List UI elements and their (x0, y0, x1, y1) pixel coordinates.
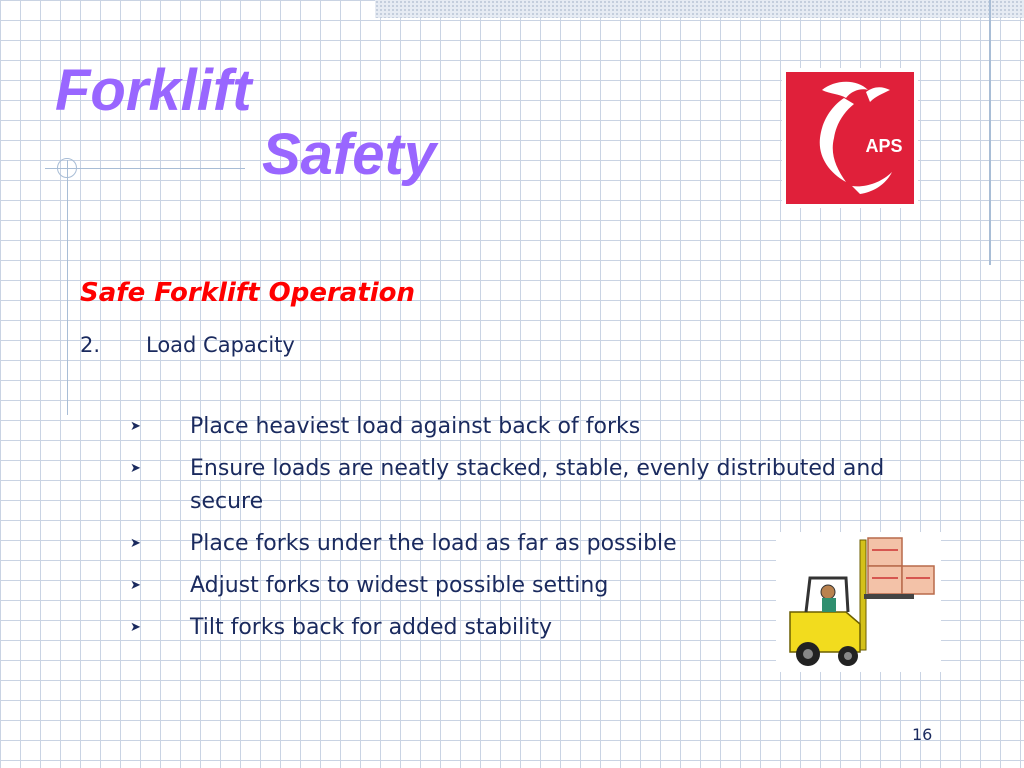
arrowhead-bullet-icon: ➤ (130, 536, 141, 551)
arrowhead-bullet-icon: ➤ (130, 578, 141, 593)
arrowhead-bullet-icon: ➤ (130, 419, 141, 434)
bullet-text: Place heaviest load against back of forks (190, 414, 641, 439)
item-label: Load Capacity (146, 333, 295, 357)
bullet-text: Tilt forks back for added stability (190, 615, 552, 640)
right-decorative-line (989, 0, 991, 265)
slide-title-line2: Safety (262, 122, 437, 187)
top-decorative-strip (375, 0, 1024, 18)
arrowhead-bullet-icon: ➤ (130, 461, 141, 476)
arrowhead-bullet-icon: ➤ (130, 620, 141, 635)
forklift-illustration-icon (776, 532, 941, 672)
decorative-circle (57, 158, 77, 178)
bullet-text: Adjust forks to widest possible setting (190, 573, 609, 598)
list-item (130, 452, 930, 518)
bullet-text: Ensure loads are neatly stacked, stable, evenly distributed and secure (190, 456, 885, 514)
section-subtitle: Safe Forklift Operation (80, 278, 416, 308)
left-decorative-line (67, 160, 68, 415)
bullet-text: Place forks under the load as far as possible (190, 531, 677, 556)
page-number: 16 (912, 725, 933, 744)
aps-logo-icon (782, 68, 918, 208)
logo-text: APS (865, 136, 903, 156)
list-item (130, 410, 930, 443)
slide-title-line1: Forklift (55, 58, 252, 123)
numbered-item (80, 333, 295, 357)
item-number: 2. (80, 333, 101, 357)
